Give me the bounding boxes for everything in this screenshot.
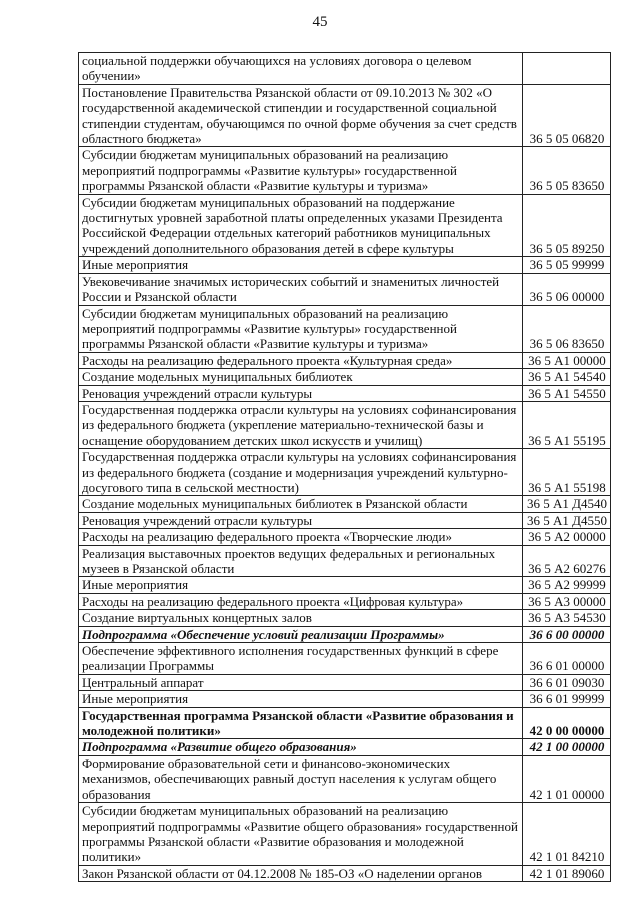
expense-name-cell: Субсидии бюджетам муниципальных образований на реализацию мероприятий подпрограммы «Развитие культуры» государственной программы Рязанской области «Развитие культуры и туризма» xyxy=(79,305,523,352)
table-row xyxy=(79,352,611,368)
table-row xyxy=(79,577,611,593)
expense-name-cell: Расходы на реализацию федерального проекта «Культурная среда» xyxy=(79,352,523,368)
target-code-cell: 42 1 00 00000 xyxy=(523,739,611,755)
target-code-cell: 36 5 А1 54550 xyxy=(523,385,611,401)
expense-name-cell: Субсидии бюджетам муниципальных образований на реализацию мероприятий подпрограммы «Развитие общего образования» государственной программы Рязанской области «Развитие образования и молодежной политики» xyxy=(79,803,523,866)
target-code-cell: 36 5 06 83650 xyxy=(523,305,611,352)
target-code-cell: 36 5 А2 00000 xyxy=(523,529,611,545)
table-row xyxy=(79,739,611,755)
expense-name-cell: Создание виртуальных концертных залов xyxy=(79,610,523,626)
target-code-cell: 36 5 А3 54530 xyxy=(523,610,611,626)
expense-name-cell: Государственная поддержка отрасли культуры на условиях софинансирования из федерального бюджета (создание и модернизация учреждений культурно-досугового типа в сельской местности) xyxy=(79,449,523,496)
table-row xyxy=(79,194,611,257)
target-code-cell: 36 5 А1 55198 xyxy=(523,449,611,496)
target-code-cell: 36 5 А2 60276 xyxy=(523,545,611,577)
target-code-cell: 36 5 05 99999 xyxy=(523,257,611,273)
target-code-cell: 36 5 05 83650 xyxy=(523,147,611,194)
target-code-cell: 36 5 А1 54540 xyxy=(523,369,611,385)
table-row xyxy=(79,610,611,626)
target-code-cell xyxy=(523,53,611,85)
target-code-cell: 36 5 А3 00000 xyxy=(523,593,611,609)
expense-name-cell: Субсидии бюджетам муниципальных образований на реализацию мероприятий подпрограммы «Развитие культуры» государственной программы Рязанской области «Развитие культуры и туризма» xyxy=(79,147,523,194)
expense-name-cell: Расходы на реализацию федерального проекта «Цифровая культура» xyxy=(79,593,523,609)
table-row xyxy=(79,755,611,802)
target-code-cell: 36 5 06 00000 xyxy=(523,273,611,305)
target-code-cell: 42 1 01 89060 xyxy=(523,865,611,881)
expense-name-cell: Подпрограмма «Обеспечение условий реализации Программы» xyxy=(79,626,523,642)
target-code-cell: 36 5 05 89250 xyxy=(523,194,611,257)
expense-name-cell: Иные мероприятия xyxy=(79,577,523,593)
target-code-cell: 36 5 А1 Д4540 xyxy=(523,496,611,512)
target-code-cell: 36 6 01 99999 xyxy=(523,691,611,707)
target-code-cell: 36 5 А1 Д4550 xyxy=(523,512,611,528)
table-row xyxy=(79,643,611,675)
table-row xyxy=(79,257,611,273)
table-row xyxy=(79,803,611,866)
table-row xyxy=(79,53,611,85)
target-code-cell: 42 1 01 84210 xyxy=(523,803,611,866)
expense-name-cell: Расходы на реализацию федерального проекта «Творческие люди» xyxy=(79,529,523,545)
table-row xyxy=(79,147,611,194)
target-code-cell: 36 6 01 09030 xyxy=(523,674,611,690)
expense-name-cell: Увековечивание значимых исторических событий и знаменитых личностей России и Рязанской области xyxy=(79,273,523,305)
expense-name-cell: Реновация учреждений отрасли культуры xyxy=(79,512,523,528)
table-row xyxy=(79,865,611,881)
expense-name-cell: Государственная поддержка отрасли культуры на условиях софинансирования из федерального бюджета (укрепление материально-технической базы и оснащение оборудованием детских школ искусств и училищ) xyxy=(79,401,523,448)
table-row xyxy=(79,674,611,690)
budget-classification-table xyxy=(78,52,611,882)
expense-name-cell: Закон Рязанской области от 04.12.2008 № 185-ОЗ «О наделении органов xyxy=(79,865,523,881)
table-row xyxy=(79,84,611,147)
table-row xyxy=(79,691,611,707)
expense-name-cell: Иные мероприятия xyxy=(79,691,523,707)
expense-name-cell: Создание модельных муниципальных библиотек в Рязанской области xyxy=(79,496,523,512)
table-row xyxy=(79,593,611,609)
target-code-cell: 36 5 05 06820 xyxy=(523,84,611,147)
expense-name-cell: Центральный аппарат xyxy=(79,674,523,690)
page-number: 45 xyxy=(312,14,328,30)
table-row xyxy=(79,707,611,739)
table-row xyxy=(79,401,611,448)
table-row xyxy=(79,369,611,385)
target-code-cell: 36 6 00 00000 xyxy=(523,626,611,642)
target-code-cell: 36 5 А1 00000 xyxy=(523,352,611,368)
expense-name-cell: Субсидии бюджетам муниципальных образований на поддержание достигнутых уровней заработной платы определенных указами Президента Российской Федерации отдельных категорий работников муниципальных учреждений дополнительного образования детей в сфере культуры xyxy=(79,194,523,257)
target-code-cell: 36 5 А1 55195 xyxy=(523,401,611,448)
table-row xyxy=(79,626,611,642)
expense-name-cell: Подпрограмма «Развитие общего образования» xyxy=(79,739,523,755)
expense-name-cell: Создание модельных муниципальных библиотек xyxy=(79,369,523,385)
expense-name-cell: Государственная программа Рязанской области «Развитие образования и молодежной политики» xyxy=(79,707,523,739)
expense-name-cell: социальной поддержки обучающихся на условиях договора о целевом обучении» xyxy=(79,53,523,85)
expense-name-cell: Постановление Правительства Рязанской области от 09.10.2013 № 302 «О государственной академической стипендии и государственной социальной стипендии студентам, обучающимся по очной форме обучения за счет средств областного бюджета» xyxy=(79,84,523,147)
expense-name-cell: Обеспечение эффективного исполнения государственных функций в сфере реализации Программы xyxy=(79,643,523,675)
table-row xyxy=(79,305,611,352)
target-code-cell: 36 5 А2 99999 xyxy=(523,577,611,593)
expense-name-cell: Формирование образовательной сети и финансово-экономических механизмов, обеспечивающих равный доступ населения к услугам общего образования xyxy=(79,755,523,802)
table-row xyxy=(79,545,611,577)
target-code-cell: 42 1 01 00000 xyxy=(523,755,611,802)
table-row xyxy=(79,385,611,401)
table-body xyxy=(79,53,611,882)
table-row xyxy=(79,449,611,496)
table-row xyxy=(79,529,611,545)
expense-name-cell: Иные мероприятия xyxy=(79,257,523,273)
target-code-cell: 36 6 01 00000 xyxy=(523,643,611,675)
table-row xyxy=(79,512,611,528)
table-row xyxy=(79,496,611,512)
expense-name-cell: Реализация выставочных проектов ведущих федеральных и региональных музеев в Рязанской области xyxy=(79,545,523,577)
target-code-cell: 42 0 00 00000 xyxy=(523,707,611,739)
table-row xyxy=(79,273,611,305)
expense-name-cell: Реновация учреждений отрасли культуры xyxy=(79,385,523,401)
